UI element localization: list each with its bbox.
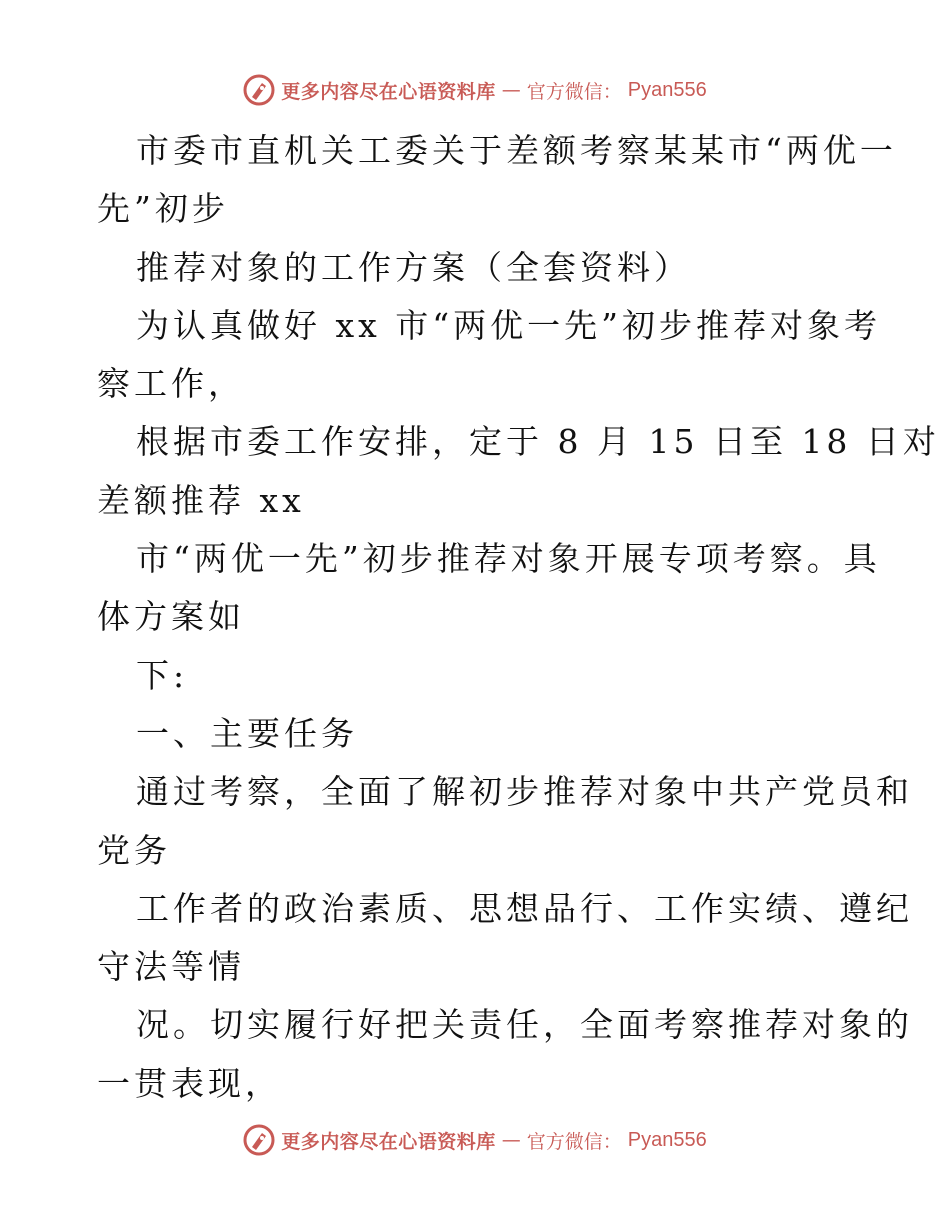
text-line: 根据市委工作安排，定于 8 月 15 日至 18 日对	[136, 422, 940, 462]
text-line: 先”初步	[97, 189, 229, 229]
watermark-main-text: 更多内容尽在心语资料库	[281, 80, 496, 103]
footer-watermark	[0, 1120, 950, 1160]
header-watermark	[0, 70, 950, 110]
text-line: 推荐对象的工作方案（全套资料）	[136, 247, 691, 287]
text-line: 通过考察，全面了解初步推荐对象中共产党员和	[136, 772, 913, 812]
text-line: 党务	[97, 830, 171, 870]
section-heading: 一、主要任务	[136, 713, 358, 753]
document-body	[97, 122, 940, 1113]
text-line: 市委市直机关工委关于差额考察某某市“两优一	[136, 131, 897, 170]
text-line: 况。切实履行好把关责任，全面考察推荐对象的	[136, 1005, 913, 1045]
watermark-main-text: 更多内容尽在心语资料库	[281, 1130, 496, 1153]
watermark-account: Pyan556	[627, 1128, 707, 1151]
pen-nib-circle-icon	[243, 74, 275, 106]
watermark-sub-text: 官方微信：	[526, 80, 622, 103]
text-line: 为认真做好 xx 市“两优一先”初步推荐对象考	[136, 305, 881, 345]
text-line: 察工作，	[97, 364, 245, 404]
text-line: 差额推荐 xx	[97, 480, 305, 520]
watermark-sub-text: 官方微信：	[526, 1130, 622, 1153]
text-line: 工作者的政治素质、思想品行、工作实绩、遵纪	[136, 888, 913, 928]
watermark-account: Pyan556	[627, 78, 707, 101]
text-line: 守法等情	[97, 947, 245, 987]
text-line: 体方案如	[97, 597, 245, 637]
text-line: 下:	[136, 655, 189, 695]
pen-nib-circle-icon	[243, 1124, 275, 1156]
text-line: 市“两优一先”初步推荐对象开展专项考察。具	[136, 539, 881, 579]
watermark-separator: —	[501, 1129, 521, 1151]
text-line: 一贯表现，	[97, 1063, 282, 1103]
watermark-separator: —	[501, 79, 521, 101]
